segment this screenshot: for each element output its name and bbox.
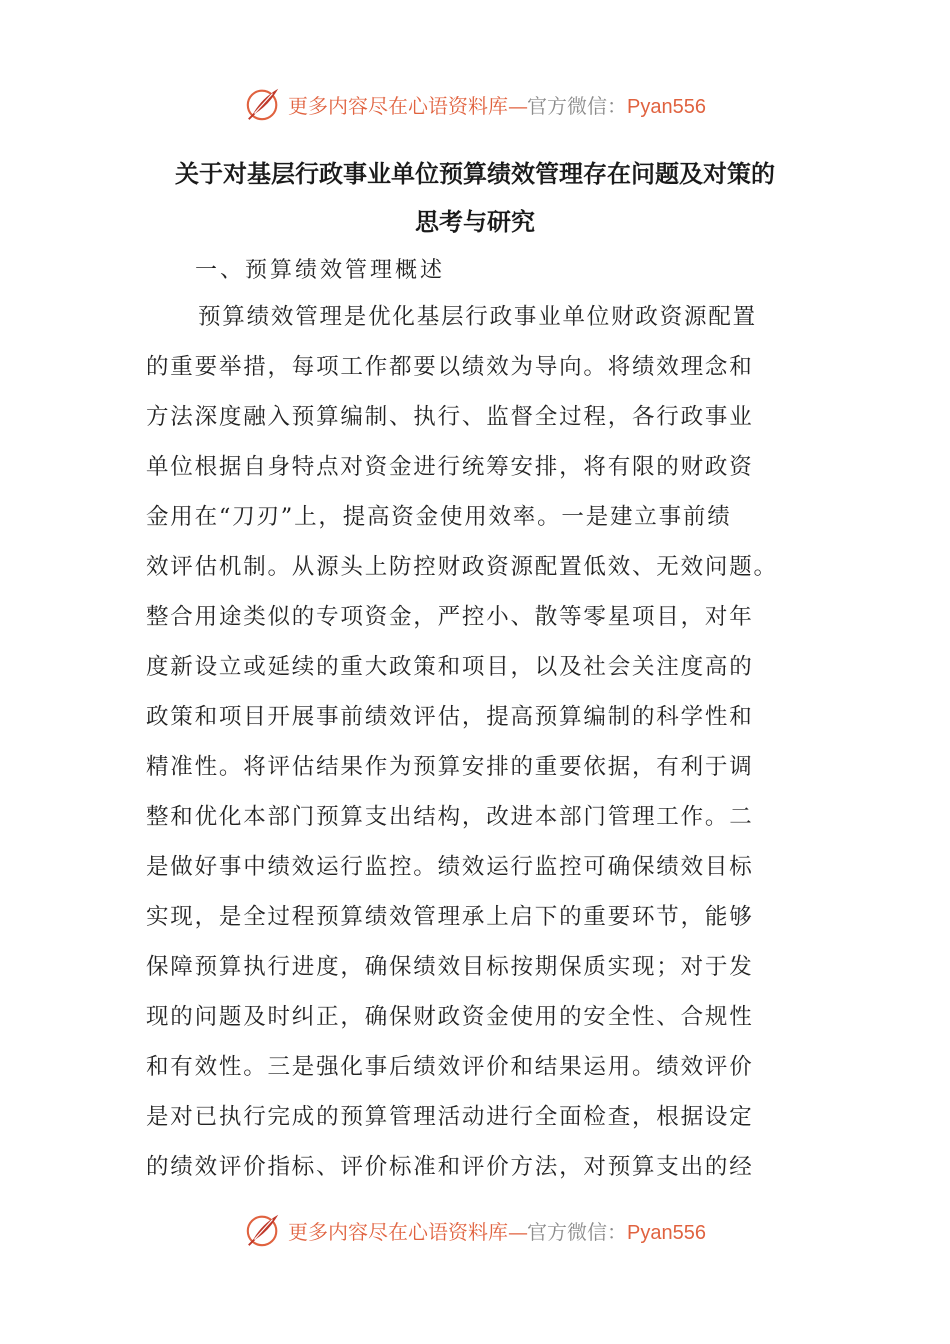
watermark-wechat-id: Pyan556 <box>627 1221 706 1244</box>
body-line: 整合用途类似的专项资金，严控小、散等零星项目，对年 <box>146 604 754 630</box>
section-heading: 一、预算绩效管理概述 <box>195 258 446 283</box>
body-line: 保障预算执行进度，确保绩效目标按期保质实现；对于发 <box>146 954 754 980</box>
body-line: 现的问题及时纠正，确保财政资金使用的安全性、合规性 <box>146 1004 754 1030</box>
watermark-dash: — <box>508 1219 528 1244</box>
watermark-official-label: 官方微信： <box>527 1219 628 1244</box>
body-line: 方法深度融入预算编制、执行、监督全过程，各行政事业 <box>146 404 754 430</box>
body-paragraph <box>146 292 786 1192</box>
body-line: 是做好事中绩效运行监控。绩效运行监控可确保绩效目标 <box>146 854 754 880</box>
watermark-site-text: 更多内容尽在心语资料库 <box>288 93 509 118</box>
body-line: 效评估机制。从源头上防控财政资源配置低效、无效问题。 <box>146 554 778 580</box>
watermark-text <box>288 90 706 119</box>
body-line: 和有效性。三是强化事后绩效评价和结果运用。绩效评价 <box>146 1054 754 1080</box>
quill-logo-icon <box>244 1211 282 1249</box>
body-line: 单位根据自身特点对资金进行统筹安排，将有限的财政资 <box>146 454 754 480</box>
body-line: 实现，是全过程预算绩效管理承上启下的重要环节，能够 <box>146 904 754 930</box>
body-line: 是对已执行完成的预算管理活动进行全面检查，根据设定 <box>146 1104 754 1130</box>
quill-logo-icon <box>244 85 282 123</box>
body-line: 整和优化本部门预算支出结构，改进本部门管理工作。二 <box>146 804 754 830</box>
watermark-official-label: 官方微信： <box>527 93 628 118</box>
body-line: 精准性。将评估结果作为预算安排的重要依据，有利于调 <box>146 754 754 780</box>
header-watermark <box>0 82 950 126</box>
body-line: 的重要举措，每项工作都要以绩效为导向。将绩效理念和 <box>146 354 754 380</box>
body-line: 度新设立或延续的重大政策和项目，以及社会关注度高的 <box>146 654 754 680</box>
watermark-site-text: 更多内容尽在心语资料库 <box>288 1219 509 1244</box>
body-line: 政策和项目开展事前绩效评估，提高预算编制的科学性和 <box>146 704 754 730</box>
body-line: 预算绩效管理是优化基层行政事业单位财政资源配置 <box>198 304 757 330</box>
document-title-line-1: 关于对基层行政事业单位预算绩效管理存在问题及对策的 <box>175 160 775 188</box>
body-line: 的绩效评价指标、评价标准和评价方法，对预算支出的经 <box>146 1154 754 1180</box>
watermark-dash: — <box>508 93 528 118</box>
watermark-wechat-id: Pyan556 <box>627 95 706 118</box>
body-line: 金用在“刀刃”上，提高资金使用效率。一是建立事前绩 <box>146 504 732 530</box>
footer-watermark <box>0 1208 950 1252</box>
document-title-line-2: 思考与研究 <box>415 208 535 236</box>
watermark-text <box>288 1216 706 1245</box>
